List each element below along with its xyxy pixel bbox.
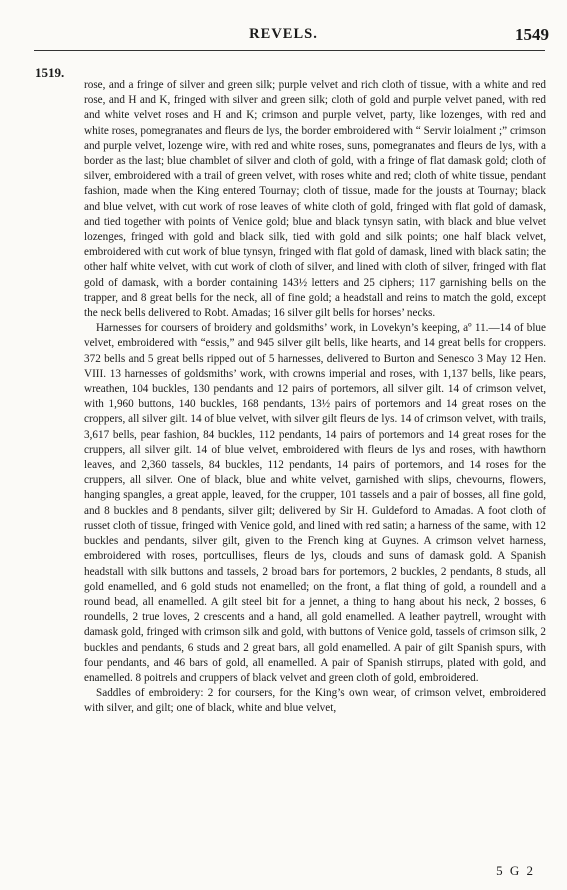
paragraph-saddles: Saddles of embroidery: 2 for coursers, for the King’s own wear, of crimson velvet, embroidered with silver, and gilt; one of black, white and blue velvet, (84, 687, 546, 715)
header-rule (34, 50, 545, 51)
page-number: 1549 (515, 25, 549, 44)
running-title: REVELS. (249, 26, 318, 42)
signature-mark: 5 G 2 (496, 863, 535, 878)
paragraph-continuation: rose, and a fringe of silver and green silk; purple velvet and rich cloth of tissue, with a white and red rose, and H and K, fringed with silver and green silk; cloth of gold and purple velvet paned, with red and white velvet roses and H and K; crimson and purple velvet, party, like lozenges, with red and white roses, pomegranates and fleurs de lys, the border embroidered with “ Servir loialment ;” crimson and purple velvet, lozenge wire, with red and white roses, suns, pomegranates and fleurs de lys, with a border as the last; blue chamblet of silver and cloth of gold, with a fringe of flat damask gold; cloth of silver, embroidered with a trail of green velvet, with roses white and red; cloth of white tissue, pendant fashion, made when the King entered Tournay; cloth of tissue, made for the jousts at Tournay; black and blue velvet, with cut work of rose leaves of white cloth of gold, fringed with flat gold of damask, and tied together with points of Venice gold; blue and black tynsyn satin, with black and blue velvet lozenges, fringed with gold and black silk, tied with gold and silk points; one half black velvet, embroidered with cut work of blue tynsyn, fringed with flat gold of damask, lined with black satin; the other half white velvet, with cut work of cloth of silver, and lined with cloth of silver, fringed with flat gold of damask, with a border containing 143½ letters and 25 ciphers; 117 garnishing bells on the trapper, and 8 great bells for the neck, all of fine gold; a headstall and reins to match the gold, except the neck bells delivered to Robt. Amadas; 16 silver gilt bells for horses’ necks. (84, 79, 546, 320)
year-marginal: 1519. (35, 65, 65, 80)
body-text (84, 78, 546, 717)
running-header (0, 26, 567, 48)
paragraph-harnesses: Harnesses for coursers of broidery and goldsmiths’ work, in Lovekyn’s keeping, aº 11.—14 of blue velvet, embroidered with “essis,” and 945 silver gilt bells, like hearts, and 14 great bells for croppers. 372 bells and 5 great bells ripped out of 5 harnesses, delivered to Burton and Senesco 3 May 12 Hen. VIII. 13 harnesses of goldsmiths’ work, with crowns imperial and roses, with 1,137 bells, like pears, wreathen, 104 buckles, 130 pendants and 12 pairs of portemors, all silver gilt. 14 of crimson velvet, with 1,960 buttons, 140 buckles, 168 pendants, 13½ pairs of portemors and 14 great roses on the croppers, all silver gilt. 14 of blue velvet, with silver gilt fleurs de lys. 14 of crimson velvet, with trails, 3,617 bells, pear fashion, 84 buckles, 112 pendants, 14 pairs of portemors and 14 great roses for the cruppers, all silver gilt. 14 of blue velvet, embroidered with fleurs de lys and roses, with hawthorn leaves, and 2,360 tassels, 84 buckles, 112 pendants, 14 pairs of portemors, and 14 roses for the cruppers, all silver. One of black, blue and white velvet, garnished with slips, chevourns, flowers, hanging spangles, a great apple, leaved, for the crupper, 101 tassels and a pair of bosses, all fine gold, and 8 buckles and 8 pendants, silver gilt; delivered by Sir H. Guldeford to Amadas. A foot cloth of russet cloth of tissue, fringed with Venice gold, and lined with red satin; a harness of the same, with 12 buckles and pendants, silver gilt, given to the French king at Guynes. A crimson velvet harness, embroidered with roses, portcullises, fleurs de lys, clouds and suns of damask gold. A Spanish headstall with silk buttons and tassels, 2 broad bars for portemors, 2 buckles, 2 pendants, 8 studs, all gold enamelled, and 6 gold studs not enamelled; on the front, a flat thing of gold, a roundell and a round bead, all enamelled. A gilt steel bit for a jennet, a thing to hang about his neck, 2 bosses, 6 roundells, 2 true loves, 2 crescents and a hand, all gold enamelled. A leather paytrell, wrought with damask gold, fringed with crimson silk and gold, with buttons of Venice gold, tassels of crimson silk, 2 buckles and pendants, 6 studs and 2 great bars, all gold enamelled. A pair of gilt Spanish spurs, with four pendants, and 46 bars of gold, all enamelled. A pair of Spanish stirrups, plated with gold, and enamelled. 8 poitrels and cruppers of black velvet and green cloth of gold, embroidered. (84, 322, 546, 684)
